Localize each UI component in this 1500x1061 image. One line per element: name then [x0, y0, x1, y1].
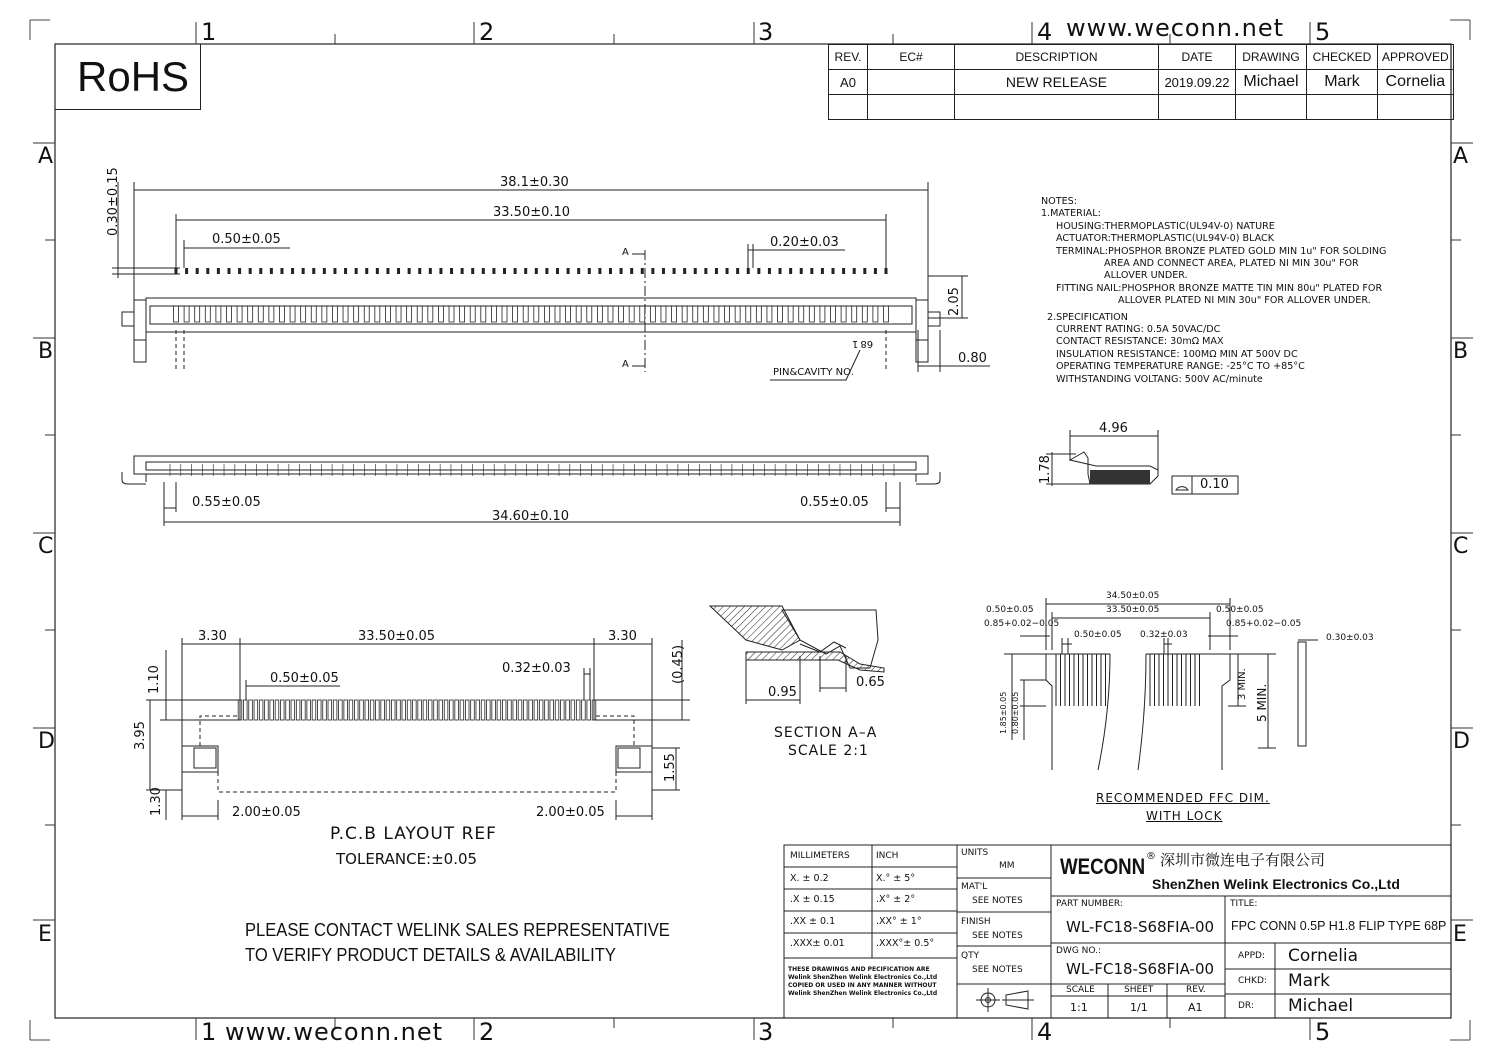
zone-row-d: D [38, 729, 55, 754]
section-dim-right: 0.65 [856, 675, 885, 690]
title-value: FPC CONN 0.5P H1.8 FLIP TYPE 68P [1231, 919, 1447, 933]
notes-line: 2.SPECIFICATION [1047, 311, 1128, 323]
dr-label: DR: [1238, 1001, 1254, 1011]
tol-mm-row: .XXX± 0.01 [790, 938, 845, 949]
dim-side-width: 4.96 [1099, 421, 1128, 436]
ffc-dim-right-edge: 0.50±0.05 [1216, 605, 1264, 615]
zone-col-4-bottom: 4 [1037, 1018, 1053, 1046]
tol-inch-row: .XX° ± 1° [876, 916, 922, 927]
rev-label: REV. [1186, 985, 1206, 995]
scale-label: SCALE [1066, 985, 1095, 995]
ffc-dim-min-length: 5 MIN. [1255, 683, 1269, 722]
chkd-label: CHKD: [1238, 976, 1267, 986]
notes-line: ALLOVER UNDER. [1104, 270, 1188, 282]
company-name-en: ShenZhen Welink Electronics Co.,Ltd [1152, 876, 1400, 892]
zone-col-2-bottom: 2 [479, 1018, 495, 1046]
chkd-value: Mark [1288, 971, 1330, 991]
qty-value: SEE NOTES [972, 965, 1023, 975]
tol-mm-row: X. ± 0.2 [790, 873, 829, 884]
pcb-dim-nail-height: 1.55 [663, 753, 678, 782]
appd-value: Cornelia [1288, 946, 1359, 966]
dim-pitch-span: 33.50±0.10 [493, 205, 571, 220]
ffc-dim-conductor-span: 33.50±0.05 [1106, 605, 1160, 615]
zone-col-5-bottom: 5 [1315, 1018, 1331, 1046]
dim-front-left: 0.55±0.05 [192, 495, 261, 510]
notes-line: INSULATION RESISTANCE: 100MΩ MIN AT 500V DC [1056, 348, 1298, 360]
pcb-layout-title: P.C.B LAYOUT REF [330, 824, 497, 844]
tol-header-inch: INCH [876, 851, 899, 861]
pcb-dim-nail-offset: 1.30 [149, 787, 164, 816]
website-top[interactable]: www.weconn.net [1066, 14, 1285, 42]
notes-line: NOTES: [1041, 196, 1077, 207]
ec-header: EC# [868, 45, 955, 70]
notes-line: 1.MATERIAL: [1041, 208, 1101, 220]
sheet-label: SHEET [1124, 985, 1154, 995]
notes-line: ALLOVER PLATED NI MIN 30u" FOR ALLOVER UNDER. [1118, 295, 1371, 307]
dwg-no-value: WL-FC18-S68FIA-00 [1066, 960, 1215, 978]
section-scale: SCALE 2:1 [788, 743, 869, 759]
rev-value: A1 [1188, 1001, 1203, 1014]
zone-row-b: B [38, 339, 54, 364]
brand-logo: WECONN [1060, 854, 1146, 879]
notes-line: CONTACT RESISTANCE: 30mΩ MAX [1056, 336, 1224, 348]
ffc-subtitle: WITH LOCK [1146, 809, 1223, 823]
finish-value: SEE NOTES [972, 931, 1023, 941]
ffc-dim-conductor-width: 0.32±0.03 [1140, 630, 1188, 640]
tol-inch-row: .XXX°± 0.5° [876, 938, 935, 949]
disclaimer-text: THESE DRAWINGS AND PECIFICATION ARE Welink ShenZhen Welink Electronics Co.,Ltd COPIED OR USED IN ANY MANNER WITHOUT Welink ShenZhen Welink Electronics Co.,Ltd [788, 966, 938, 997]
notes-line: ACTUATOR:THERMOPLASTIC(UL94V-0) BLACK [1056, 233, 1275, 245]
dim-depth: 2.05 [947, 287, 962, 316]
tol-mm-row: .XX ± 0.1 [790, 916, 836, 927]
zone-row-a-right: A [1453, 144, 1469, 169]
part-number-value: WL-FC18-S68FIA-00 [1066, 918, 1215, 936]
notes-line: OPERATING TEMPERATURE RANGE: -25°C TO +85°C [1056, 361, 1305, 373]
dim-overall-width: 38.1±0.30 [500, 175, 569, 190]
pcb-dim-pad-width: 0.32±0.03 [502, 661, 571, 676]
zone-col-3-bottom: 3 [758, 1018, 774, 1046]
pcb-dim-total-height: 3.95 [133, 721, 148, 750]
scale-value: 1:1 [1070, 1001, 1088, 1014]
appd-label: APPD: [1238, 951, 1265, 961]
flatness-value: 0.10 [1200, 477, 1229, 492]
ffc-dim-right-notch: 0.85+0.02−0.05 [1226, 619, 1302, 629]
checked-header: CHECKED [1307, 45, 1378, 70]
dim-front-width: 34.60±0.10 [492, 509, 570, 524]
zone-row-e: E [38, 922, 52, 947]
dim-offset: 0.30±0.15 [106, 167, 121, 236]
dim-side-height: 1.78 [1038, 455, 1053, 484]
zone-col-5: 5 [1315, 18, 1331, 46]
ffc-dim-notch-depth: 1.85±0.05 [999, 691, 1008, 734]
ffc-dim-left-notch: 0.85+0.02−0.05 [984, 619, 1060, 629]
dim-pin-width: 0.20±0.03 [770, 235, 839, 250]
section-dim-left: 0.95 [768, 685, 797, 700]
ffc-dim-notch-width: 0.80±0.05 [1011, 691, 1020, 734]
zone-row-b-right: B [1453, 339, 1469, 364]
pcb-layout-tolerance: TOLERANCE:±0.05 [336, 850, 478, 868]
matl-label: MAT'L [961, 882, 988, 892]
registered-mark: ® [1146, 851, 1156, 862]
dim-tab: 0.80 [958, 351, 987, 366]
approved-cell: Cornelia [1378, 70, 1454, 95]
pcb-dim-nail-left: 2.00±0.05 [232, 805, 301, 820]
finish-label: FINISH [961, 917, 991, 927]
dim-front-right: 0.55±0.05 [800, 495, 869, 510]
pin-number-label: 68 1 [852, 338, 874, 349]
drawing-cell: Michael [1236, 70, 1307, 95]
zone-col-1-bottom: 1 [201, 1018, 217, 1046]
date-cell: 2019.09.22 [1159, 70, 1236, 95]
ffc-dim-left-edge: 0.50±0.05 [986, 605, 1034, 615]
notes-line: FITTING NAIL:PHOSPHOR BRONZE MATTE TIN MIN 80u" PLATED FOR [1056, 282, 1383, 294]
section-title: SECTION A–A [774, 725, 878, 741]
zone-col-2: 2 [479, 18, 495, 46]
description-header: DESCRIPTION [955, 45, 1159, 70]
tol-inch-row: .X° ± 2° [876, 894, 916, 905]
notes-line: HOUSING:THERMOPLASTIC(UL94V-0) NATURE [1056, 220, 1275, 232]
zone-col-4: 4 [1037, 18, 1053, 46]
tol-inch-row: X.° ± 5° [876, 873, 916, 884]
part-number-label: PART NUMBER: [1056, 899, 1123, 909]
ffc-title: RECOMMENDED FFC DIM. [1096, 791, 1270, 805]
zone-row-e-right: E [1453, 922, 1467, 947]
pcb-dim-pitch: 0.50±0.05 [270, 671, 339, 686]
contact-notice-line1: PLEASE CONTACT WELINK SALES REPRESENTATIVE [245, 920, 670, 940]
notes-line: AREA AND CONNECT AREA, PLATED NI MIN 30u" FOR [1104, 258, 1359, 270]
units-label: UNITS [961, 848, 989, 858]
dim-pitch: 0.50±0.05 [212, 232, 281, 247]
date-header: DATE [1159, 45, 1236, 70]
pcb-dim-pad-span: 33.50±0.05 [358, 629, 436, 644]
pcb-dim-left-margin: 3.30 [198, 629, 227, 644]
sheet-value: 1/1 [1130, 1001, 1148, 1014]
zone-row-d-right: D [1453, 729, 1470, 754]
approved-header: APPROVED [1378, 45, 1454, 70]
title-label: TITLE: [1230, 899, 1258, 909]
ffc-dim-lock-length: 3 MIN. [1237, 668, 1248, 700]
section-marker-bottom: A [622, 359, 629, 370]
zone-row-c: C [38, 534, 54, 559]
units-value: MM [999, 861, 1015, 871]
dwg-no-label: DWG NO.: [1056, 946, 1102, 956]
zone-row-c-right: C [1453, 534, 1469, 559]
rev-header: REV. [829, 45, 868, 70]
zone-col-3: 3 [758, 18, 774, 46]
ffc-dim-overall: 34.50±0.05 [1106, 591, 1160, 601]
checked-cell: Mark [1307, 70, 1378, 95]
notes-line: TERMINAL:PHOSPHOR BRONZE PLATED GOLD MIN 1u" FOR SOLDING [1056, 245, 1387, 257]
ffc-dim-thickness: 0.30±0.03 [1326, 633, 1374, 643]
drawing-header: DRAWING [1236, 45, 1307, 70]
company-name-cn: 深圳市微连电子有限公司 [1160, 851, 1326, 869]
pin-cavity-label: PIN&CAVITY NO. [773, 367, 854, 378]
tol-header-mm: MILLIMETERS [790, 851, 850, 861]
contact-notice-line2: TO VERIFY PRODUCT DETAILS & AVAILABILITY [245, 945, 616, 965]
qty-label: QTY [961, 951, 980, 961]
matl-value: SEE NOTES [972, 896, 1023, 906]
website-bottom[interactable]: www.weconn.net [225, 1018, 444, 1046]
tol-mm-row: .X ± 0.15 [790, 894, 835, 905]
ffc-dim-pitch: 0.50±0.05 [1074, 630, 1122, 640]
pcb-dim-offset: (0.45) [671, 644, 686, 684]
rev-cell: A0 [829, 70, 868, 95]
zone-row-a: A [38, 144, 54, 169]
rohs-label: RoHS [77, 53, 190, 100]
notes-line: CURRENT RATING: 0.5A 50VAC/DC [1056, 324, 1221, 336]
pcb-dim-nail-right: 2.00±0.05 [536, 805, 605, 820]
pcb-dim-right-margin: 3.30 [608, 629, 637, 644]
notes-line: WITHSTANDING VOLTANG: 500V AC/minute [1056, 373, 1263, 385]
zone-col-1: 1 [201, 18, 217, 46]
pcb-dim-pad-length: 1.10 [147, 665, 162, 694]
dr-value: Michael [1288, 996, 1354, 1016]
section-marker-top: A [622, 247, 629, 258]
description-cell: NEW RELEASE [955, 70, 1159, 95]
